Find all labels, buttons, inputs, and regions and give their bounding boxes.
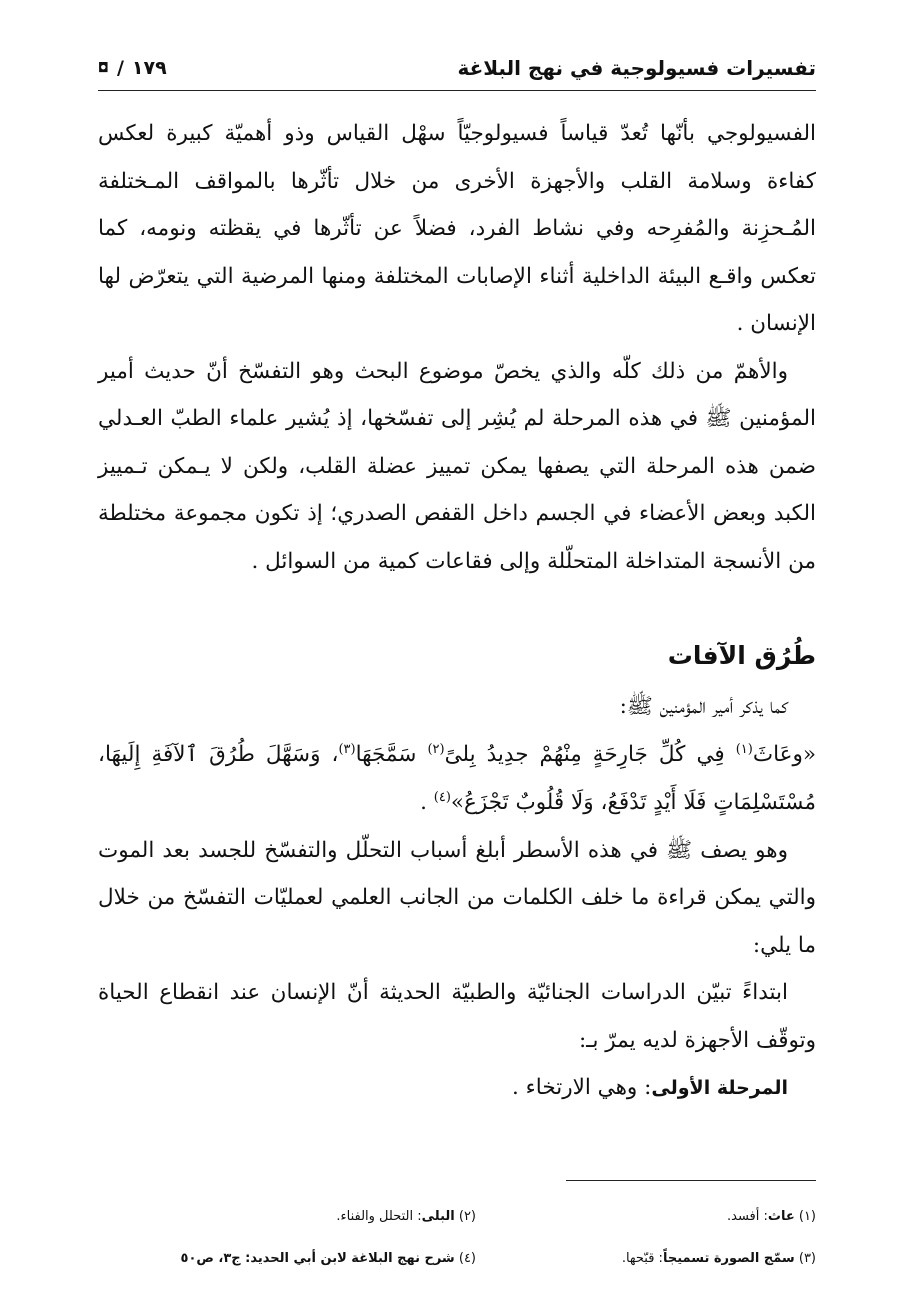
page-separator: / [116,57,124,79]
footnote-term: عاث [767,1209,795,1224]
paragraph-1: الفسيولوجي بأنّها تُعدّ قياساً فسيولوجيّاً سهْل القياس وذو أهميّة كبيرة لعكس كفاءة وسلامة القلب والأجهزة الأخرى من خلال تأثّرها بالمواقف المـختلفة المُـحزِنة والمُفرِحه وفي نشاط الفرد، فضلاً عن تأثّرها في يقظته ونومه، كما تعكس واقـع البيئة الداخلية أثناء الإصابات المختلفة ومنها المرضية التي يتعرّض لها الإنسان . [98,121,816,336]
footnote-number: (٣) [798,1251,816,1266]
footnote-text: : قبّحها. [621,1251,663,1266]
paragraph-4: ابتداءً تبيّن الدراسات الجنائيّة والطبيّة الحديثة أنّ الإنسان عند انقطاع الحياة وتوقّف الأجهزة لديه يمرّ بـ: [98,980,816,1053]
footnote-ref-4[interactable]: (٤) [433,789,451,805]
footnote-text: : أفسد. [726,1209,768,1224]
footnote-ref-3[interactable]: (٣) [338,741,356,757]
footnote-divider [566,1180,816,1181]
book-title: تفسيرات فسيولوجية في نهج البلاغة [457,56,816,80]
running-header [98,46,816,91]
quote-part-a: «وعَاثَ [752,741,816,767]
page-number: ١٧٩ [131,57,167,79]
quote-intro: كما يذكر أمير المؤمنين ﷺ: [619,694,788,719]
footnote-number: (٤) [458,1251,476,1266]
page-mark-icon: ◘ [98,60,109,76]
footnote-text: : التحلل والفناء. [336,1209,422,1224]
stage-label: المرحلة الأولى [651,1077,788,1099]
footnote-ref-1[interactable]: (١) [735,741,753,757]
footnote-4 [136,1238,476,1280]
footnote-term: البلى [421,1209,455,1224]
quote-block [98,731,816,827]
quote-part-d: ، وَسَهَّلَ طُرُقَ ٱلآفَةِ إِلَيهَا، مُسْتَسْلِمَاتٍ فَلَا أَيْدٍ تَدْفَعُ، وَلَا قُلُوبٌ تَجْزَعُ» [98,741,816,815]
paragraph-5 [98,1064,816,1113]
footnotes [98,1196,816,1280]
quote-part-b: فِي كُلِّ جَارِحَةٍ مِنْهُمْ جدِيدُ بِلىً [444,741,736,767]
page-body [98,110,816,1113]
footnote-3 [476,1238,816,1280]
footnote-2 [136,1196,476,1238]
quote-end: . [420,789,434,815]
footnote-row [98,1196,816,1238]
quote-part-c: سَمَّجَهَا [355,741,428,767]
paragraph-2: والأهمّ من ذلك كلّه والذي يخصّ موضوع البحث وهو التفسّخ أنّ حديث أمير المؤمنين ﷺ في هذه المرحلة لم يُشِر إلى تفسّخها، إذ يُشير علماء الطبّ العـدلي ضمن هذه المرحلة التي يصفها يمكن تمييز عضلة القلب، ولكن لا يـمكن تـمييز الكبد وبعض الأعضاء في الجسم داخل القفص الصدري؛ إذ تكون مجموعة مختلطة من الأنسجة المتداخلة المتحلّلة وإلى فقاعات كمية من السوائل . [98,358,816,574]
footnote-ref-2[interactable]: (٢) [427,741,445,757]
footnote-number: (٢) [458,1209,476,1224]
footnote-source: شرح نهج البلاغة لابن أبي الحديد: ج٣، ص٥٠ [180,1251,455,1266]
page-number-block [98,57,167,79]
book-page [98,38,816,1278]
section-heading: طُرُق الآفات [667,641,816,670]
footnote-row [98,1238,816,1280]
footnote-number: (١) [798,1209,816,1224]
paragraph-3: وهو يصف ﷺ في هذه الأسطر أبلغ أسباب التحلّل والتفسّخ للجسد بعد الموت والتي يمكن قراءة ما خلف الكلمات من الجانب العلمي لعمليّات التفسّخ من خلال ما يلي: [98,837,816,958]
footnote-1 [476,1196,816,1238]
stage-text: : وهي الارتخاء . [512,1075,652,1100]
footnote-term: سمّج الصورة تسميجاً [662,1251,795,1266]
